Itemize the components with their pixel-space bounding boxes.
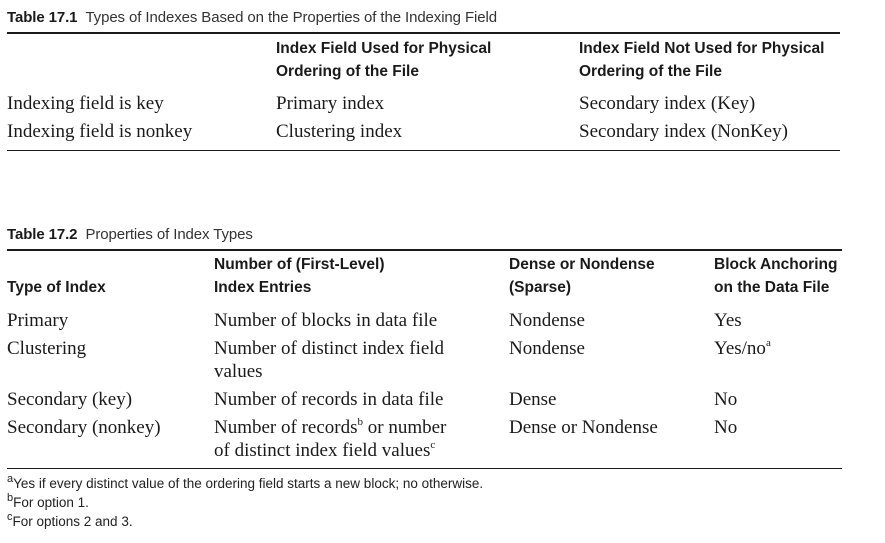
table2-label: Table 17.2: [7, 226, 78, 243]
table1-header-col3: [579, 37, 824, 83]
table2-row-clustering-entries: [214, 337, 444, 383]
table2-row-primary-dense: Nondense: [509, 310, 585, 331]
table1-bottom-rule: [7, 150, 840, 151]
footnote-c-mark: c: [7, 510, 13, 523]
table2-top-rule: [7, 249, 842, 251]
table1-row2-col3: Secondary index (NonKey): [579, 121, 788, 142]
table1-row2-col2: Clustering index: [276, 121, 403, 142]
table2-row-secnonkey-entries-line1: [214, 416, 446, 439]
footnote-b-mark: b: [7, 491, 14, 504]
table2-row-secnonkey-entries-line2: [214, 439, 446, 462]
table1-row1-col2: Primary index: [276, 93, 385, 114]
table2-row-seckey-dense: Dense: [509, 389, 557, 410]
table2-row-primary-type: Primary: [7, 310, 69, 331]
footnote-a-text: Yes if every distinct value of the ordering field starts a new block; no otherwise.: [13, 476, 484, 491]
footnote-ref-a: a: [765, 336, 771, 349]
table1-row2-col1: Indexing field is nonkey: [7, 121, 193, 142]
table2-header-anchor-line1: Block Anchoring: [714, 256, 838, 273]
table1-title: Types of Indexes Based on the Properties of the Indexing Field: [85, 9, 497, 26]
footnote-ref-c: c: [430, 438, 436, 451]
table2-header-anchor-line2: on the Data File: [714, 279, 830, 296]
table1-header-col3-line1: Index Field Not Used for Physical: [579, 40, 825, 57]
table1-label: Table 17.1: [7, 9, 78, 26]
entries-line1a: Number of records: [214, 417, 358, 438]
table1-top-rule: [7, 32, 840, 34]
entries-line1b: or number: [363, 417, 447, 438]
table2-header-dense: [509, 253, 655, 299]
table2-row-clustering-dense: Nondense: [509, 338, 585, 359]
table2-row-secnonkey-type: Secondary (nonkey): [7, 417, 161, 438]
table2-header-dense-line2: (Sparse): [509, 279, 572, 296]
table2-row-secnonkey-anchor: No: [714, 417, 738, 438]
table2-row-primary-entries: Number of blocks in data file: [214, 310, 438, 331]
table2-row-secnonkey-entries: [214, 416, 446, 462]
table2-header-anchor: [714, 253, 837, 299]
table2-row-clustering-anchor-text: Yes/no: [714, 338, 766, 359]
footnote-c: [7, 510, 133, 529]
footnote-a: [7, 472, 484, 491]
table2-header-dense-line1: Dense or Nondense: [509, 256, 655, 273]
footnote-b-text: For option 1.: [13, 495, 89, 510]
table2-header-entries-line1: Number of (First-Level): [214, 256, 385, 273]
table2-header-entries-line2: Index Entries: [214, 279, 312, 296]
footnote-ref-b: b: [357, 415, 364, 428]
table2-bottom-rule: [7, 468, 842, 469]
table2-row-clustering-type: Clustering: [7, 338, 87, 359]
table2-caption: [7, 226, 253, 243]
table2-row-clustering-entries-line2: values: [214, 361, 263, 382]
table2-row-primary-anchor: Yes: [714, 310, 742, 331]
table2-header-type: Type of Index: [7, 279, 106, 296]
footnote-b: [7, 491, 89, 510]
table1-header-col3-line2: Ordering of the File: [579, 63, 722, 80]
table2-row-seckey-entries: Number of records in data file: [214, 389, 444, 410]
table2-header-entries: [214, 253, 385, 299]
table2-row-clustering-entries-line1: Number of distinct index field: [214, 338, 445, 359]
table2-row-secnonkey-dense: Dense or Nondense: [509, 417, 658, 438]
entries-line2: of distinct index field values: [214, 440, 431, 461]
table2-row-seckey-type: Secondary (key): [7, 389, 133, 410]
table1-header-col2: [276, 37, 491, 83]
table2-title: Properties of Index Types: [85, 226, 253, 243]
table1-caption: [7, 9, 497, 26]
table1-header-col2-line1: Index Field Used for Physical: [276, 40, 492, 57]
footnote-c-text: For options 2 and 3.: [12, 514, 133, 529]
table1-row1-col1: Indexing field is key: [7, 93, 164, 114]
footnote-a-mark: a: [7, 472, 14, 485]
table1-row1-col3: Secondary index (Key): [579, 93, 756, 114]
table1-header-col2-line2: Ordering of the File: [276, 63, 419, 80]
table2-row-clustering-anchor: [714, 337, 771, 360]
table2-row-seckey-anchor: No: [714, 389, 738, 410]
